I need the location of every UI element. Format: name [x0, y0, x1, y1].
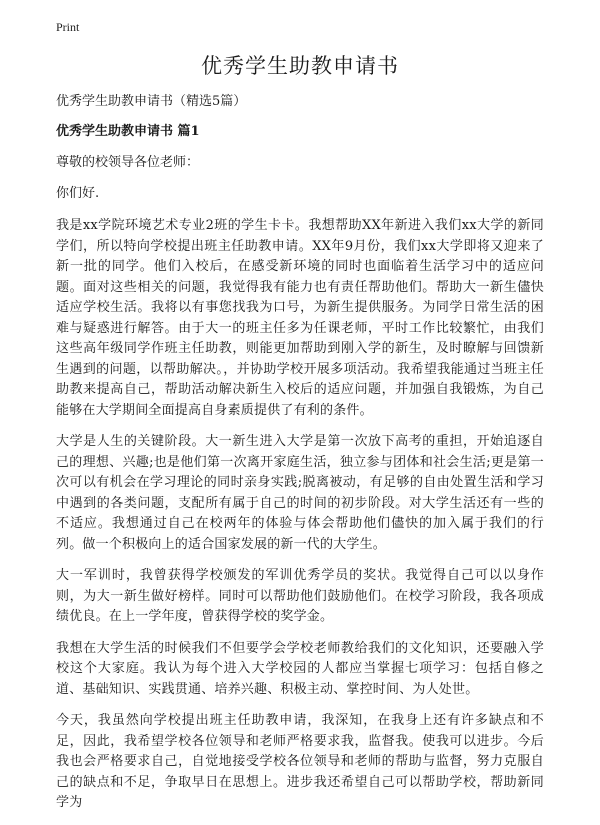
paragraph: 大学是人生的关键阶段。大一新生进入大学是第一次放下高考的重担，开始追逐自己的理想、兴趣;也是他们第一次离开家庭生活，独立参与团体和社会生活;更是第一次可以有机会在学习理论的同时亲身实践;脱离被动，有足够的自由处置生活和学习中遇到的各类问题，支配所有属于自己的时间的初步阶段。对大学生活还有一些的不适应。我想通过自己在校两年的体验与体会帮助他们儘快的加入属于我们的行列。做一个积极向上的适合国家发展的新一代的大学生。	[56, 434, 544, 552]
salutation: 尊敬的校领导各位老师：	[56, 155, 200, 170]
paragraph: 今天，我虽然向学校提出班主任助教申请，我深知，在我身上还有许多缺点和不足，因此，我希望学校各位领导和老师严格要求我，监督我。使我可以进步。今后我也会严格要求自己，自觉地接受学校各位领导和老师的帮助与监督，努力克服自己的缺点和不足，争取早日在思想上。进步我还希望自己可以帮助学校，帮助新同学为	[56, 713, 544, 810]
greeting: 你们好.	[56, 186, 100, 201]
section-heading: 优秀学生助教申请书 篇1	[56, 124, 200, 139]
document-subtitle: 优秀学生助教申请书（精选5篇）	[56, 94, 247, 109]
document-body	[56, 92, 544, 825]
paragraph: 大一军训时，我曾获得学校颁发的军训优秀学员的奖状。我觉得自己可以以身作则，为大一新生做好榜样。同时可以帮助他们鼓励他们。在校学习阶段，我各项成绩优良。在上一学年度，曾获得学校的奖学金。	[56, 568, 544, 624]
paragraph: 我想在大学生活的时候我们不但要学会学校老师教给我们的文化知识，还要融入学校这个大家庭。我认为每个进入大学校园的人都应当掌握七项学习：包括自修之道、基础知识、实践贯通、培养兴趣、积极主动、掌控时间、为人处世。	[56, 640, 544, 697]
page-title: 优秀学生助教申请书	[201, 54, 399, 78]
print-link[interactable]: Print	[56, 20, 80, 34]
paragraph: 我是xx学院环境艺术专业2班的学生卡卡。我想帮助XX年新进入我们xx大学的新同学们，所以特向学校提出班主任助教申请。XX年9月份，我们xx大学即将又迎来了新一批的同学。他们入校后，在感受新环境的同时也面临着生活学习中的适应问题。面对这些相关的问题，我觉得我有能力也有责任帮助他们。帮助大一新生儘快适应学校生活。我将以有事您找我为口号，为新生提供服务。为同学日常生活的困难与疑惑进行解答。由于大一的班主任多为任课老师，平时工作比较繁忙，由我们这些高年级同学作班主任助教，则能更加帮助到刚入学的新生，及时瞭解与回馈新生遇到的问题，以帮助解决。，并协助学校开展多项活动。我希望我能通过当班主任助教来提高自己，帮助活动解决新生入校后的适应问题，并加强自我锻炼，为自己能够在大学期间全面提高自身素质提供了有利的条件。	[56, 218, 544, 418]
